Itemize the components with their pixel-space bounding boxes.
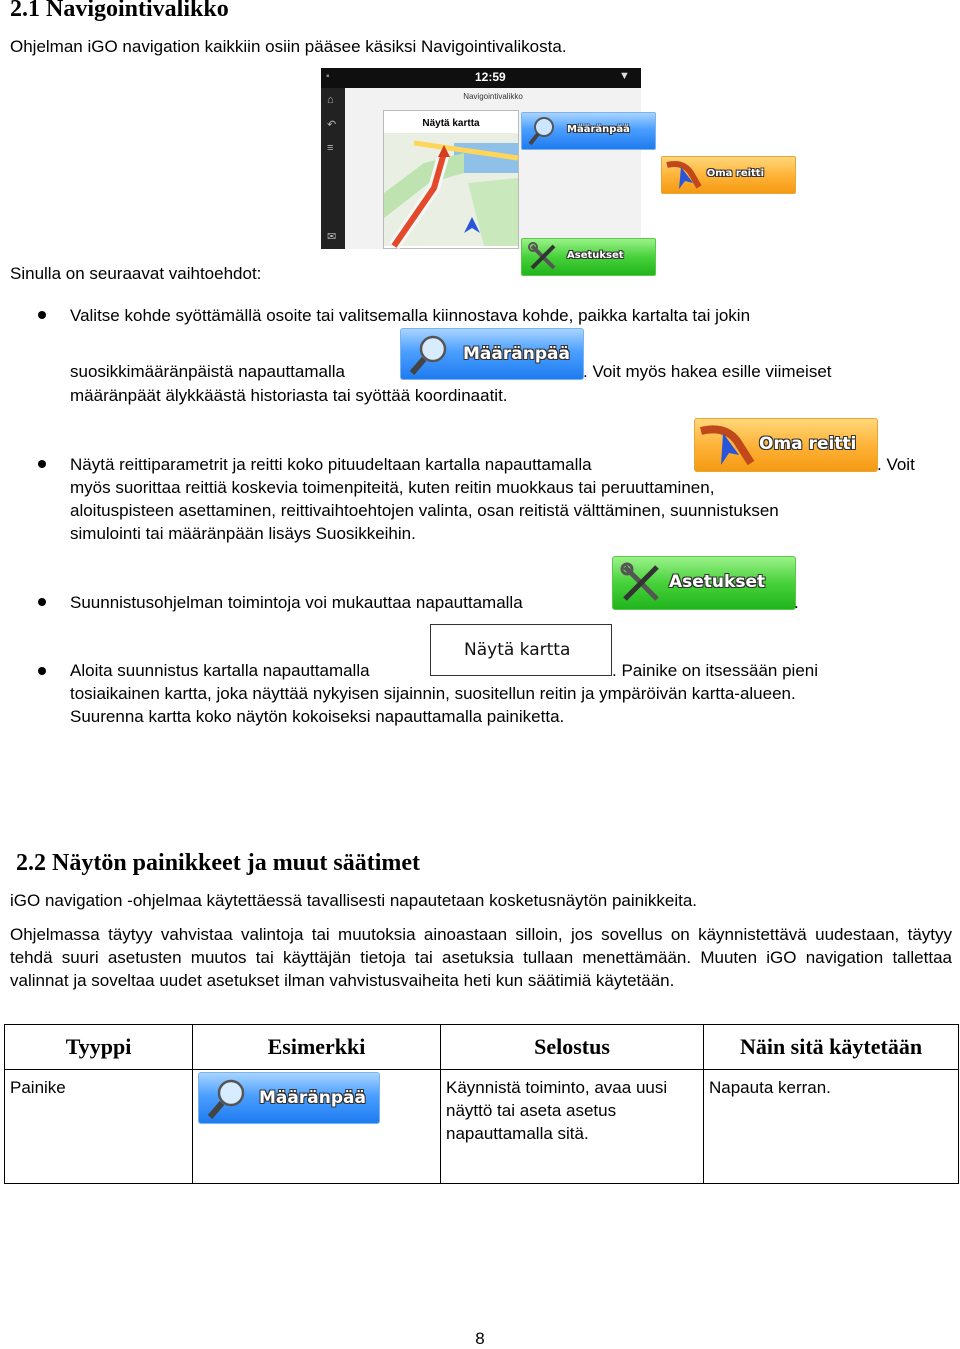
bullet-3-line-1 — [70, 556, 940, 610]
show-map-button-icon — [430, 624, 612, 676]
route-button-label: Oma reitti — [759, 434, 857, 454]
route-button-icon — [694, 418, 878, 472]
menu-title: Navigointivalikko — [463, 92, 523, 101]
show-map-button-label: Näytä kartta — [464, 640, 571, 660]
destination-tile-label: Määränpää — [567, 124, 630, 135]
bullet-2-line-3: aloituspisteen asettaminen, reittivaihtoehtojen valinta, osan reitistä välttäminen, suunnistuksen — [70, 501, 779, 520]
bullet-3-text-b: . — [794, 593, 799, 612]
bullet-2-line-1 — [70, 418, 940, 472]
bullet-4-line-3: Suurenna kartta koko näytön kokoiseksi napauttamalla painiketta. — [70, 707, 565, 726]
clock: 12:59 — [475, 70, 506, 84]
status-bar — [321, 68, 641, 88]
route-icon — [699, 423, 755, 467]
back-icon: ↶ — [327, 119, 337, 131]
bullet-1-text-a: suosikkimääränpäistä napauttamalla — [70, 362, 345, 381]
settings-button-label: Asetukset — [669, 572, 766, 592]
bullet-2-line-2: myös suorittaa reittiä koskevia toimenpiteitä, kuten reitin muokkaus tai peruuttaminen, — [70, 478, 715, 497]
table-row — [5, 1070, 959, 1184]
bullet-4-line-1 — [70, 624, 940, 678]
chat-icon: ✉ — [327, 231, 337, 243]
cell-description: Käynnistä toiminto, avaa uusi näyttö tai aseta asetus napauttamalla sitä. — [441, 1070, 704, 1184]
bullet-4-text-a: Aloita suunnistus kartalla napauttamalla — [70, 661, 370, 680]
settings-tile-label: Asetukset — [567, 250, 624, 261]
settings-button-icon — [612, 556, 796, 610]
bullet-1-line-3: määränpäät älykkäästä historiasta tai syöttää koordinaatit. — [70, 386, 508, 405]
bullet-2-line-4: simulointi tai määränpään lisäys Suosikkeihin. — [70, 524, 416, 543]
bullet-1-line-1: Valitse kohde syöttämällä osoite tai valitsemalla kiinnostava kohde, paikka kartalta tai jokin — [70, 306, 751, 325]
route-tile-label: Oma reitti — [706, 168, 765, 179]
header-description: Selostus — [441, 1025, 704, 1070]
gps-icon: ▼ — [619, 70, 630, 82]
show-map-tile-label: Näytä kartta — [422, 118, 480, 129]
magnifier-icon — [407, 333, 453, 377]
show-map-tile[interactable] — [383, 110, 519, 249]
destination-tile[interactable] — [521, 112, 656, 150]
bullet-1-text-b: . Voit myös hakea esille viimeiset — [583, 362, 832, 381]
bullet-dot — [38, 311, 46, 319]
bullet-dot — [38, 598, 46, 606]
tools-icon — [621, 563, 661, 603]
menu-icon: ▪ — [326, 71, 330, 82]
section-intro: Ohjelman iGO navigation kaikkiin osiin pääsee käsiksi Navigointivalikosta. — [10, 37, 567, 56]
side-bar — [321, 88, 345, 249]
destination-button-label: Määränpää — [463, 344, 570, 364]
cell-usage: Napauta kerran. — [704, 1070, 959, 1184]
cell-type: Painike — [5, 1070, 193, 1184]
bullet-dot — [38, 667, 46, 675]
bullet-1-line-2 — [70, 328, 940, 381]
section2-paragraph-1: iGO navigation -ohjelmaa käytettäessä tavallisesti napautetaan kosketusnäytön painikkeita. — [10, 891, 698, 910]
menu-panel — [345, 88, 765, 261]
page-number: 8 — [475, 1329, 485, 1348]
controls-table — [4, 1024, 959, 1184]
home-icon: ⌂ — [327, 94, 334, 106]
table-header-row — [5, 1025, 959, 1070]
list-icon: ≡ — [327, 142, 334, 154]
bullet-4-line-2: tosiaikainen kartta, joka näyttää nykyisen sijainnin, suositellun reitin ja ympäröivän kartta-alueen. — [70, 684, 796, 703]
destination-button-icon — [400, 328, 584, 380]
navigation-menu-screenshot — [321, 68, 765, 261]
cell-example — [193, 1070, 441, 1184]
mini-map-icon — [384, 133, 518, 246]
magnifier-icon — [526, 115, 562, 147]
magnifier-icon — [205, 1077, 251, 1121]
section2-paragraph-2: Ohjelmassa täytyy vahvistaa valintoja tai muutoksia ainoastaan silloin, jos sovellus on käynnistettävä uudestaan, täytyy tehdä suuri asetusten muutos tai käyttäjän tietoja tai asetuksia tullaan menettämään. Muuten iGO navigation tallettaa valinnat ja soveltaa uudet asetukset ilman vahvistusvaiheita heti kun säätimiä käytetään. — [10, 925, 952, 990]
section-title-2-2: 2.2 Näytön painikkeet ja muut säätimet — [16, 850, 421, 876]
bullet-4-text-b: . Painike on itsessään pieni — [612, 661, 819, 680]
options-intro: Sinulla on seuraavat vaihtoehdot: — [10, 264, 262, 283]
destination-button-icon — [198, 1072, 380, 1124]
route-icon — [665, 159, 701, 191]
destination-button-label: Määränpää — [259, 1088, 366, 1108]
bullet-dot — [38, 460, 46, 468]
header-usage: Näin sitä käytetään — [704, 1025, 959, 1070]
bullet-2-text-a: Näytä reittiparametrit ja reitti koko pituudeltaan kartalla napauttamalla — [70, 455, 592, 474]
header-example: Esimerkki — [193, 1025, 441, 1070]
bullet-3-text-a: Suunnistusohjelman toimintoja voi mukauttaa napauttamalla — [70, 593, 523, 612]
bullet-2-text-b: . Voit — [877, 455, 915, 474]
route-tile[interactable] — [661, 156, 796, 194]
section-title-2-1: 2.1 Navigointivalikko — [10, 0, 229, 22]
header-type: Tyyppi — [5, 1025, 193, 1070]
